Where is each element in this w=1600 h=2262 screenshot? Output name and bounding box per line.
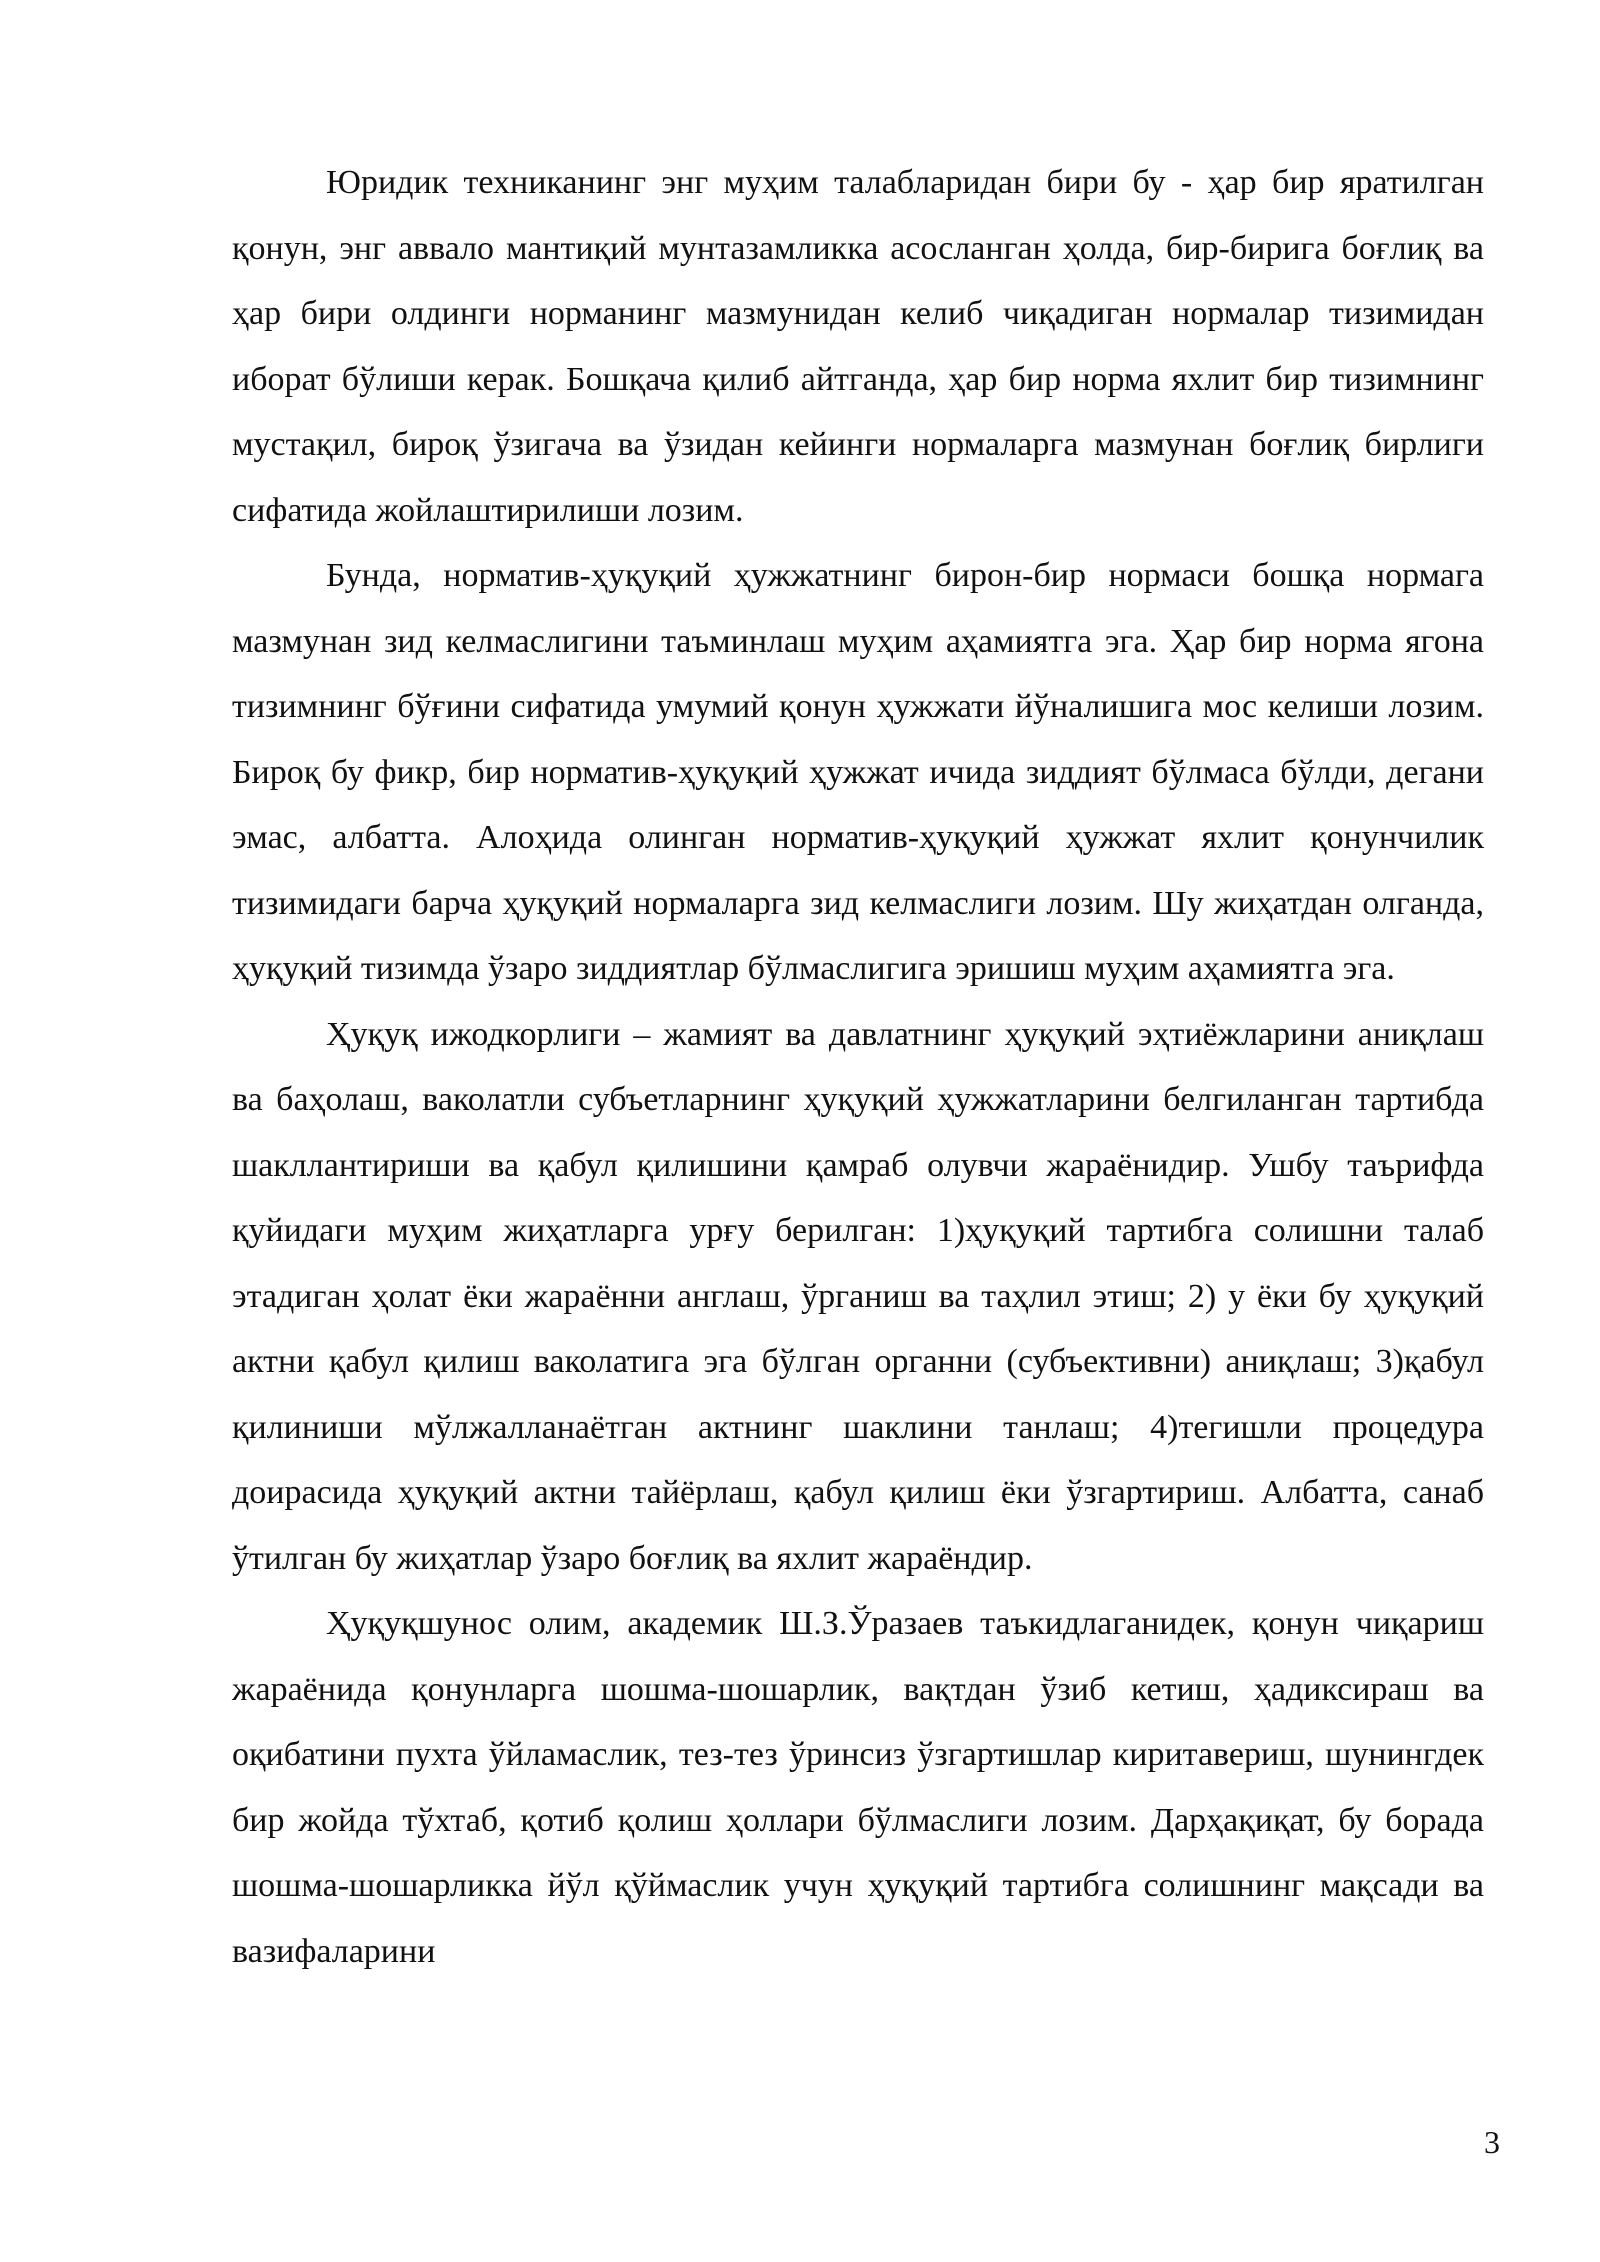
page-number: 3 bbox=[1484, 2124, 1500, 2160]
paragraph-normative-consistency: Бунда, норматив-ҳуқуқий ҳужжатнинг бирон-бир нормаси бошқа нормага мазмунан зид келмаслигини таъминлаш муҳим аҳамиятга эга. Ҳар бир норма ягона тизимнинг бўғини сифатида умумий қонун ҳужжати йўналишига мос келиши лозим. Бироқ бу фикр, бир норматив-ҳуқуқий ҳужжат ичида зиддият бўлмаса бўлди, дегани эмас, албатта. Алоҳида олинган норматив-ҳуқуқий ҳужжат яхлит қонунчилик тизимидаги барча ҳуқуқий нормаларга зид келмаслиги лозим. Шу жиҳатдан олганда, ҳуқуқий тизимда ўзаро зиддиятлар бўлмаслигига эришиш муҳим аҳамиятга эга. bbox=[232, 557, 1484, 987]
paragraph-legal-technique: Юридик техниканинг энг муҳим талабларидан бири бу - ҳар бир яратилган қонун, энг аввало мантиқий мунтазамликка асосланган ҳолда, бир-бирига боғлиқ ва ҳар бири олдинги норманинг мазмунидан келиб чиқадиган нормалар тизимидан иборат бўлиши керак. Бошқача қилиб айтганда, ҳар бир норма яхлит бир тизимнинг мустақил, бироқ ўзигача ва ўзидан кейинги нормаларга мазмунан боғлиқ бирлиги сифатида жойлаштирилиши лозим. bbox=[232, 164, 1484, 529]
paragraph-lawmaking-definition: Ҳуқуқ ижодкорлиги – жамият ва давлатнинг ҳуқуқий эҳтиёжларини аниқлаш ва баҳолаш, ваколатли субъетларнинг ҳуқуқий ҳужжатларини белгиланган тартибда шакллантириши ва қабул қилишини қамраб олувчи жараёнидир. Ушбу таърифда қуйидаги муҳим жиҳатларга урғу берилган: 1)ҳуқуқий тартибга солишни талаб этадиган ҳолат ёки жараённи англаш, ўрганиш ва таҳлил этиш; 2) у ёки бу ҳуқуқий актни қабул қилиш ваколатига эга бўлган органни (субъективни) аниқлаш; 3)қабул қилиниши мўлжалланаётган актнинг шаклини танлаш; 4)тегишли процедура доирасида ҳуқуқий актни тайёрлаш, қабул қилиш ёки ўзгартириш. Албатта, санаб ўтилган бу жиҳатлар ўзаро боғлиқ ва яхлит жараёндир. bbox=[232, 1015, 1484, 1577]
paragraph-academic-quote: Ҳуқуқшунос олим, академик Ш.З.Ўразаев таъкидлаганидек, қонун чиқариш жараёнида қонунларга шошма-шошарлик, вақтдан ўзиб кетиш, ҳадиксираш ва оқибатини пухта ўйламаслик, тез-тез ўринсиз ўзгартишлар киритавериш, шунингдек бир жойда тўхтаб, қотиб қолиш ҳоллари бўлмаслиги лозим. Дарҳақиқат, бу борада шошма-шошарликка йўл қўймаслик учун ҳуқуқий тартибга солишнинг мақсади ва вазифаларини bbox=[232, 1605, 1484, 1970]
document-body bbox=[232, 150, 1484, 1984]
